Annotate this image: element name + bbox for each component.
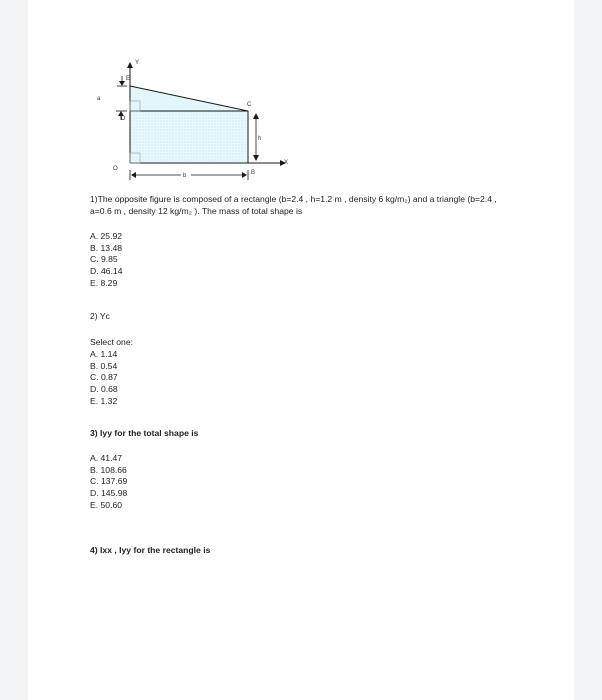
question-1-text: 1)The opposite figure is composed of a rectangle (b=2.4 , h=1.2 m , density 6 kg/m₂) and a triangle (b=2.4 , a=0.6 m , density 12 kg/m₂ ). The mass of total shape is [90,194,497,216]
c-label: C [247,102,252,108]
e-marker-arrow [119,81,125,86]
y-axis-arrowhead [127,62,133,68]
question-1-options [90,231,123,290]
q3-option-c[interactable]: C. 137.69 [90,476,128,487]
q2-option-b[interactable]: B. 0.54 [90,360,118,371]
question-2-text: 2) Yc [90,311,110,321]
q1-option-d[interactable]: D. 46.14 [90,266,123,277]
question-3-text [90,428,198,438]
b-label: b [183,173,187,179]
origin-label: O [113,166,118,172]
q1-option-e[interactable]: E. 8.29 [90,277,118,288]
rectangle-dot-pattern [130,111,248,163]
h-top-arrow [253,113,259,119]
q2-option-a[interactable]: A. 1.14 [90,349,118,359]
h-bottom-arrow [253,155,259,161]
e-label: E [126,76,131,82]
question-3-options [90,453,127,512]
document-page [28,0,574,700]
x-axis-label: X [284,160,289,166]
b-left-arrow [131,172,136,178]
select-one-prompt: Select one: [90,337,133,347]
q2-option-c[interactable]: C. 0.87 [90,372,118,383]
q2-option-e[interactable]: E. 1.32 [90,395,118,406]
h-label: h [258,136,262,142]
q3-option-b[interactable]: B. 108.66 [90,464,127,475]
d-label: D [121,116,126,122]
question-4-bold: 4) Ixx , Iyy for the rectangle is [90,545,211,555]
a-label: a [97,96,101,102]
composite-shape-figure [28,0,574,190]
q3-option-e[interactable]: E. 50.60 [90,499,123,510]
b-right-arrow [242,172,247,178]
q3-option-a[interactable]: A. 41.47 [90,453,123,463]
question-4-text [90,545,210,555]
q2-option-d[interactable]: D. 0.68 [90,384,118,395]
y-axis-label: Y [135,60,140,66]
question-3-bold: 3) Iyy for the total shape is [90,428,199,438]
b-point-label: B [251,170,256,176]
q1-option-b[interactable]: B. 13.48 [90,242,123,253]
q1-option-c[interactable]: C. 9.85 [90,254,118,265]
q1-option-a[interactable]: A. 25.92 [90,231,123,241]
q3-option-d[interactable]: D. 145.98 [90,488,128,499]
question-2-options [90,349,118,408]
